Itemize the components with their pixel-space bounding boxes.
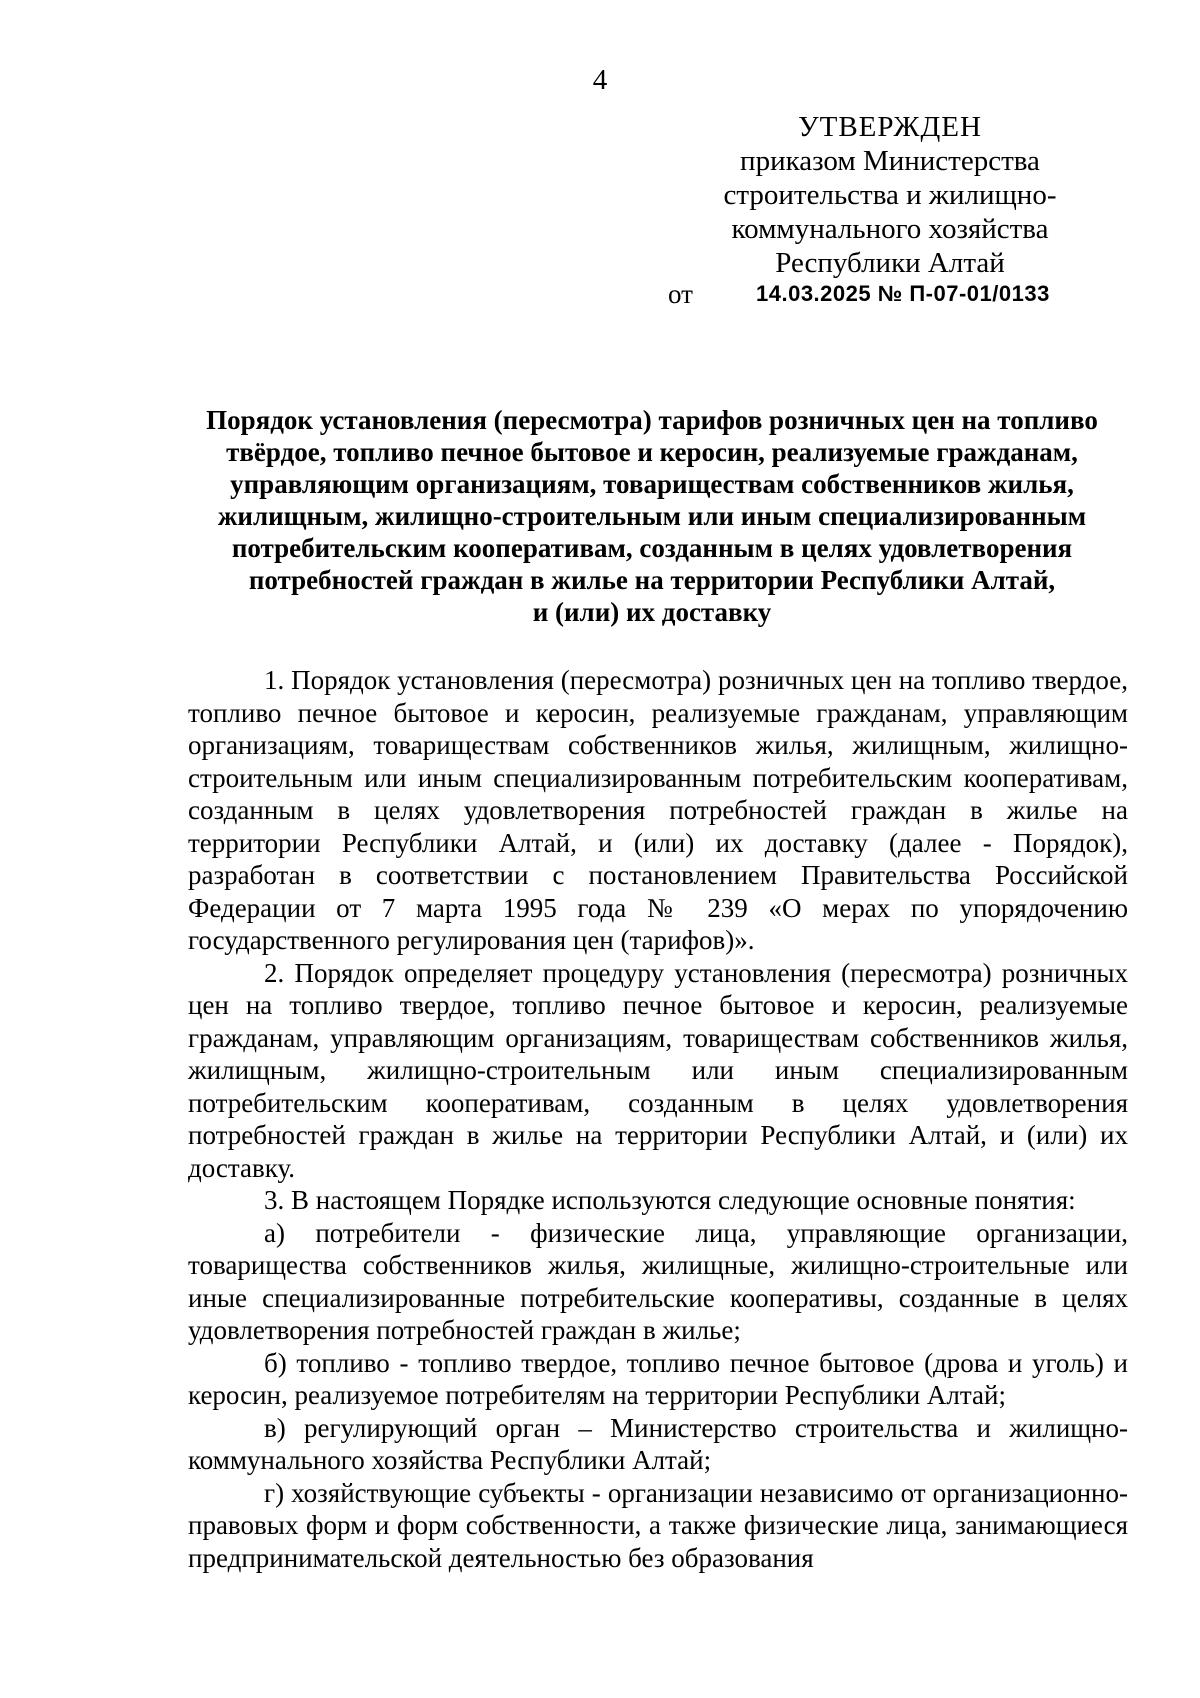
order-number: 14.03.2025 № П-07-01/0133 <box>756 281 1050 306</box>
title-line: управляющим организациям, товариществам собственников жилья, <box>230 469 1074 499</box>
definition-d: г) хозяйствующие субъекты - организации независимо от организационно-правовых форм и форм собственности, а также физические лица, занимающиеся предпринимательской деятельностью без образования <box>188 1477 1128 1573</box>
paragraph-3: 3. В настоящем Порядке используются следующие основные понятия: <box>264 1185 1076 1215</box>
paragraph-1: 1. Порядок установления (пересмотра) розничных цен на топливо твердое, топливо печное бытовое и керосин, реализуемые гражданам, управляющим организациям, товариществам собственников жилья, жилищным, жилищно-строительным или иным специализированным потребительским кооперативам, созданным в целях удовлетворения потребностей граждан в жилье на территории Республики Алтай, и (или) их доставку (далее - Порядок), разработан в соответствии с постановлением Правительства Российской Федерации от 7 марта 1995 года № 239 «О мерах по упорядочению государственного регулирования цен (тарифов)». <box>188 665 1128 955</box>
title-line: и (или) их доставку <box>532 597 772 627</box>
definition-a: а) потребители - физические лица, управляющие организации, товарищества собственников жилья, жилищные, жилищно-строительные или иные специализированные потребительские кооперативы, созданные в целях удовлетворения потребностей граждан в жилье; <box>188 1217 1128 1345</box>
approval-line: Республики Алтай <box>775 247 1005 279</box>
definition-c: в) регулирующий орган – Министерство строительства и жилищно-коммунального хозяйства Республики Алтай; <box>188 1412 1128 1475</box>
title-line: жилищным, жилищно-строительным или иным специализированным <box>217 501 1087 531</box>
approval-stamp <box>720 110 1060 280</box>
document-body <box>188 664 1128 1574</box>
title-line: потребностей граждан в жилье на территории Республики Алтай, <box>248 565 1056 595</box>
approved-heading: УТВЕРЖДЕН <box>798 111 982 143</box>
document-title <box>180 404 1124 628</box>
definition-b: б) топливо - топливо твердое, топливо печное бытовое (дрова и уголь) и керосин, реализуемое потребителям на территории Республики Алтай; <box>188 1347 1128 1410</box>
title-line: Порядок установления (пересмотра) тарифов розничных цен на топливо <box>206 405 1098 435</box>
paragraph-2: 2. Порядок определяет процедуру установления (пересмотра) розничных цен на топливо твердое, топливо печное бытовое и керосин, реализуемые гражданам, управляющим организациям, товариществам собственников жилья, жилищным, жилищно-строительным или иным специализированным потребительским кооперативам, созданным в целях удовлетворения потребностей граждан в жилье на территории Республики Алтай, и (или) их доставку. <box>188 957 1128 1183</box>
title-line: потребительским кооперативам, созданным в целях удовлетворения <box>231 533 1073 563</box>
page-number: 4 <box>592 64 608 96</box>
approval-line: строительства и жилищно- <box>723 179 1057 211</box>
approval-line: коммунального хозяйства <box>731 213 1049 245</box>
title-line: твёрдое, топливо печное бытовое и керосин, реализуемые гражданам, <box>226 437 1078 467</box>
approval-line: приказом Министерства <box>740 145 1040 177</box>
from-label: от <box>668 279 693 309</box>
